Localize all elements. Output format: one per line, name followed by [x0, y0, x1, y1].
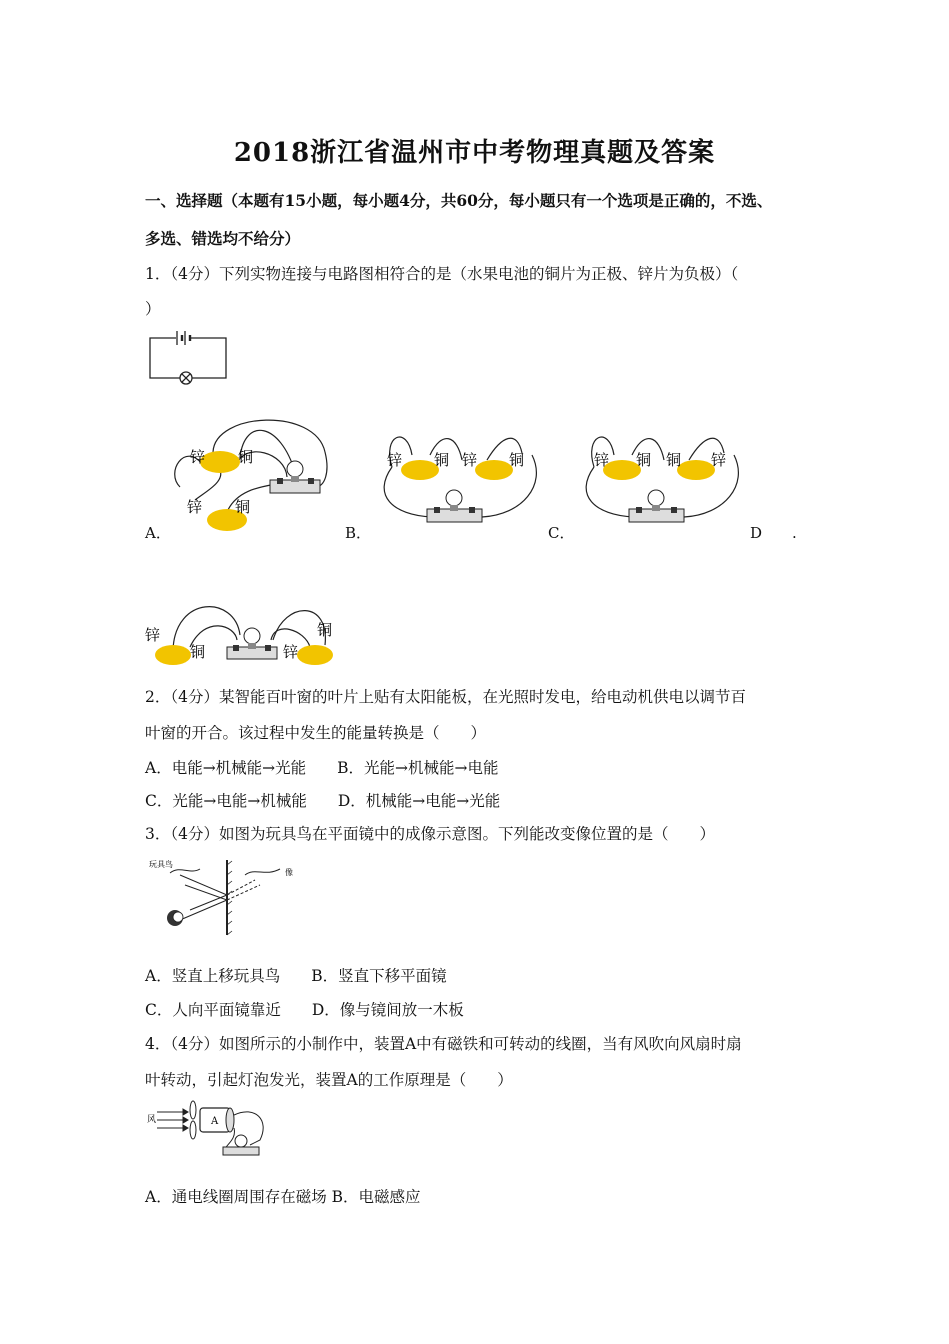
q3-options-ab[interactable]: A．竖直上移玩具鸟 B．竖直下移平面镜 [145, 967, 447, 985]
q2-stem-line1: 2．（4分）某智能百叶窗的叶片上贴有太阳能板，在光照时发电，给电动机供电以调节百 [145, 688, 746, 706]
lamp-board-a [270, 461, 320, 493]
fan-blades [190, 1101, 196, 1139]
q4-options-ab[interactable]: A．通电线圈周围存在磁场 B．电磁感应 [145, 1188, 421, 1206]
q1-circuit-diagram [146, 328, 230, 386]
q1-option-b-figure [372, 425, 547, 530]
zinc-label: 锌 [462, 451, 478, 469]
copper-label: 铜 [636, 451, 652, 469]
device-a [200, 1108, 234, 1132]
section-header-line1: 一、选择题（本题有15小题，每小题4分，共60分，每小题只有一个选项是正确的，不选、 [145, 191, 773, 210]
copper-label: 铜 [666, 451, 682, 469]
zinc-label: 锌 [711, 451, 727, 469]
copper-label: 铜 [317, 621, 333, 639]
q4-stem-line2: 叶转动，引起灯泡发光，装置A的工作原理是（ ） [145, 1071, 513, 1089]
copper-label: 铜 [235, 498, 251, 516]
q3-options-cd[interactable]: C．人向平面镜靠近 D．像与镜间放一木板 [145, 1001, 464, 1019]
copper-label: 铜 [509, 451, 525, 469]
q4-wind-generator-figure [145, 1100, 270, 1160]
q1-stem-line2: ） [145, 300, 161, 318]
q2-options-ab[interactable]: A．电能→机械能→光能 B．光能→机械能→电能 [145, 759, 499, 777]
q1-option-d-figure [145, 595, 340, 670]
zinc-label: 锌 [283, 643, 299, 661]
q3-stem: 3．（4分）如图为玩具鸟在平面镜中的成像示意图。下列能改变像位置的是（ ） [145, 825, 715, 843]
toy-bird-label: 玩具鸟 [149, 860, 173, 869]
q1-option-c[interactable]: C． [548, 524, 575, 542]
copper-label: 铜 [238, 448, 254, 466]
copper-label: 铜 [434, 451, 450, 469]
copper-label: 铜 [190, 643, 206, 661]
q4-stem-line1: 4．（4分）如图所示的小制作中，装置A中有磁铁和可转动的线圈，当有风吹向风扇时扇 [145, 1035, 742, 1053]
zinc-label: 锌 [187, 498, 203, 516]
image-label: 像 [285, 868, 293, 877]
observer-figure [167, 910, 183, 926]
q2-stem-line2: 叶窗的开合。该过程中发生的能量转换是（ ） [145, 724, 487, 742]
q1-option-b[interactable]: B． [345, 524, 372, 542]
q1-option-a[interactable]: A． [145, 524, 171, 542]
q1-option-c-figure [574, 425, 749, 530]
wind-label: 风 [147, 1115, 157, 1125]
zinc-label: 锌 [190, 448, 206, 466]
page-title: 2018浙江省温州市中考物理真题及答案 [233, 138, 716, 168]
zinc-label: 锌 [387, 451, 403, 469]
device-a-label: A [211, 1116, 219, 1127]
q1-stem-line1: 1．（4分）下列实物连接与电路图相符合的是（水果电池的铜片为正极、锌片为负极）（ [145, 265, 739, 283]
q2-options-cd[interactable]: C．光能→电能→机械能 D．机械能→电能→光能 [145, 792, 501, 810]
zinc-label: 锌 [145, 626, 161, 644]
q1-option-a-figure [165, 412, 340, 537]
q1-option-d[interactable]: D . [750, 524, 797, 542]
zinc-label: 锌 [594, 451, 610, 469]
section-header-line2: 多选、错选均不给分） [145, 229, 301, 248]
q3-mirror-figure [145, 855, 300, 940]
